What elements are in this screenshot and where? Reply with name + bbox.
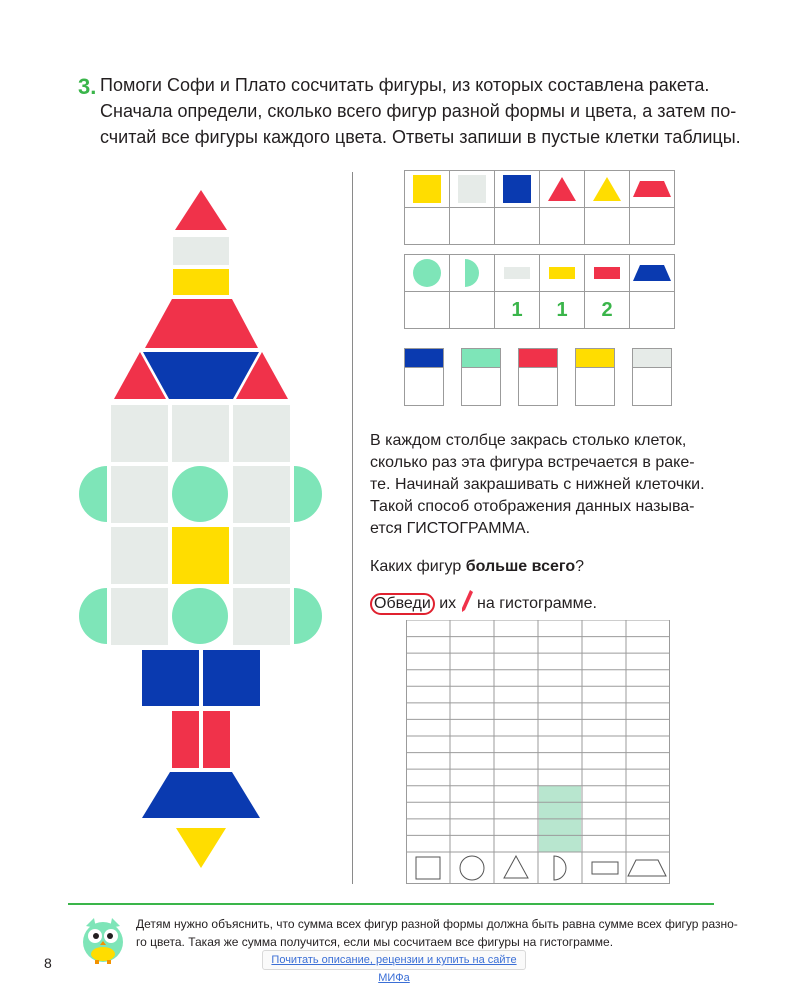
color-cell-mint[interactable] bbox=[461, 348, 501, 406]
yellow-small-rect-icon bbox=[549, 267, 575, 279]
rocket-illustration bbox=[70, 180, 340, 880]
rocket-red-trapezoid bbox=[145, 299, 258, 348]
answer-cell[interactable] bbox=[450, 208, 495, 245]
trapezoid-outline-icon bbox=[628, 860, 666, 876]
footer-note-line-1: Детям нужно объяснить, что сумма всех фигур разной формы должна быть равна сумме всех фигур разно- bbox=[136, 917, 738, 931]
shapes-table-2 bbox=[404, 254, 675, 329]
half-circle-outline-icon bbox=[554, 856, 566, 880]
footer-note-line-2: го цвета. Такая же сумма получится, если мы сосчитаем все фигуры на гистограмме. bbox=[136, 935, 614, 949]
triangle-outline-icon bbox=[504, 856, 528, 878]
page-number: 8 bbox=[44, 955, 52, 971]
instruction-line-3: те. Начинай закрашивать с нижней клеточки. bbox=[370, 476, 705, 493]
red-triangle-icon bbox=[548, 177, 576, 201]
instruction-line-5: ется ГИСТОГРАММА. bbox=[370, 520, 531, 537]
task-line-2: Сначала определи, сколько всего фигур разной формы и цвета, а затем по- bbox=[100, 101, 737, 121]
shapes-table-1 bbox=[404, 170, 675, 245]
blue-square-icon bbox=[503, 175, 531, 203]
red-trapezoid-icon bbox=[633, 181, 671, 197]
rocket-yellow-triangle bbox=[176, 828, 226, 868]
answer-cell[interactable]: 1 bbox=[540, 292, 585, 329]
color-cell-gray[interactable] bbox=[632, 348, 672, 406]
answer-cell[interactable] bbox=[450, 292, 495, 329]
question-prefix: Каких фигур bbox=[370, 558, 466, 575]
answer-cell[interactable] bbox=[630, 208, 675, 245]
vertical-divider bbox=[352, 172, 353, 884]
task-line-1: Помоги Софи и Плато сосчитать фигуры, из которых составлена ракета. bbox=[100, 75, 710, 95]
square-outline-icon bbox=[416, 857, 440, 879]
answer-cell[interactable]: 2 bbox=[585, 292, 630, 329]
circle-instruction-line bbox=[370, 590, 597, 615]
red-pencil-icon bbox=[461, 590, 473, 612]
instruction-line-2: сколько раз эта фигура встречается в раке- bbox=[370, 454, 695, 471]
yellow-triangle-icon bbox=[593, 177, 621, 201]
color-cell-yellow[interactable] bbox=[575, 348, 615, 406]
color-cell-red[interactable] bbox=[518, 348, 558, 406]
instruction-line-1: В каждом столбце закрась столько клеток, bbox=[370, 432, 687, 449]
histogram-filled-cell bbox=[539, 786, 581, 803]
owl-icon bbox=[78, 912, 128, 964]
circle-word: Обведи bbox=[370, 593, 435, 615]
rocket-gray-rect bbox=[173, 237, 229, 265]
answer-cell[interactable] bbox=[540, 208, 585, 245]
rectangle-outline-icon bbox=[592, 862, 618, 874]
mint-half-circle-icon bbox=[465, 259, 479, 287]
footer-divider bbox=[68, 903, 714, 905]
answer-cell[interactable] bbox=[585, 208, 630, 245]
circle-after: их bbox=[434, 595, 461, 612]
question-line bbox=[370, 556, 584, 578]
answer-cell[interactable] bbox=[630, 292, 675, 329]
yellow-square-icon bbox=[413, 175, 441, 203]
histogram[interactable] bbox=[406, 620, 670, 884]
task-line-3: считай все фигуры каждого цвета. Ответы запиши в пустые клетки таблицы. bbox=[100, 127, 741, 147]
rocket-yellow-rect bbox=[173, 269, 229, 295]
rocket-mint-circle-top bbox=[172, 466, 228, 522]
circle-outline-icon bbox=[460, 856, 484, 880]
answer-cell[interactable] bbox=[495, 208, 540, 245]
rocket-red-triangle-top bbox=[175, 190, 227, 230]
blue-trapezoid-icon bbox=[633, 265, 671, 281]
circle-end: на гистограмме. bbox=[472, 595, 597, 612]
gray-small-rect-icon bbox=[504, 267, 530, 279]
rocket-blue-trapezoid-bottom bbox=[142, 772, 260, 818]
rocket-yellow-square bbox=[172, 527, 229, 584]
question-suffix: ? bbox=[575, 558, 585, 575]
instruction-line-4: Такой способ отображения данных называ- bbox=[370, 498, 695, 515]
color-cell-blue[interactable] bbox=[404, 348, 444, 406]
answer-cell[interactable]: 1 bbox=[495, 292, 540, 329]
histogram-filled-cell bbox=[539, 835, 581, 852]
histogram-filled-cell bbox=[539, 802, 581, 819]
task-number: 3. bbox=[78, 74, 97, 99]
store-link[interactable]: Почитать описание, рецензии и купить на сайте МИФа bbox=[262, 950, 526, 970]
histogram-filled-cell bbox=[539, 819, 581, 836]
red-small-rect-icon bbox=[594, 267, 620, 279]
answer-cell[interactable] bbox=[405, 292, 450, 329]
mint-circle-icon bbox=[413, 259, 441, 287]
gray-square-icon bbox=[458, 175, 486, 203]
rocket-mint-circle-bottom bbox=[172, 588, 228, 644]
question-bold: больше всего bbox=[465, 558, 576, 575]
answer-cell[interactable] bbox=[405, 208, 450, 245]
